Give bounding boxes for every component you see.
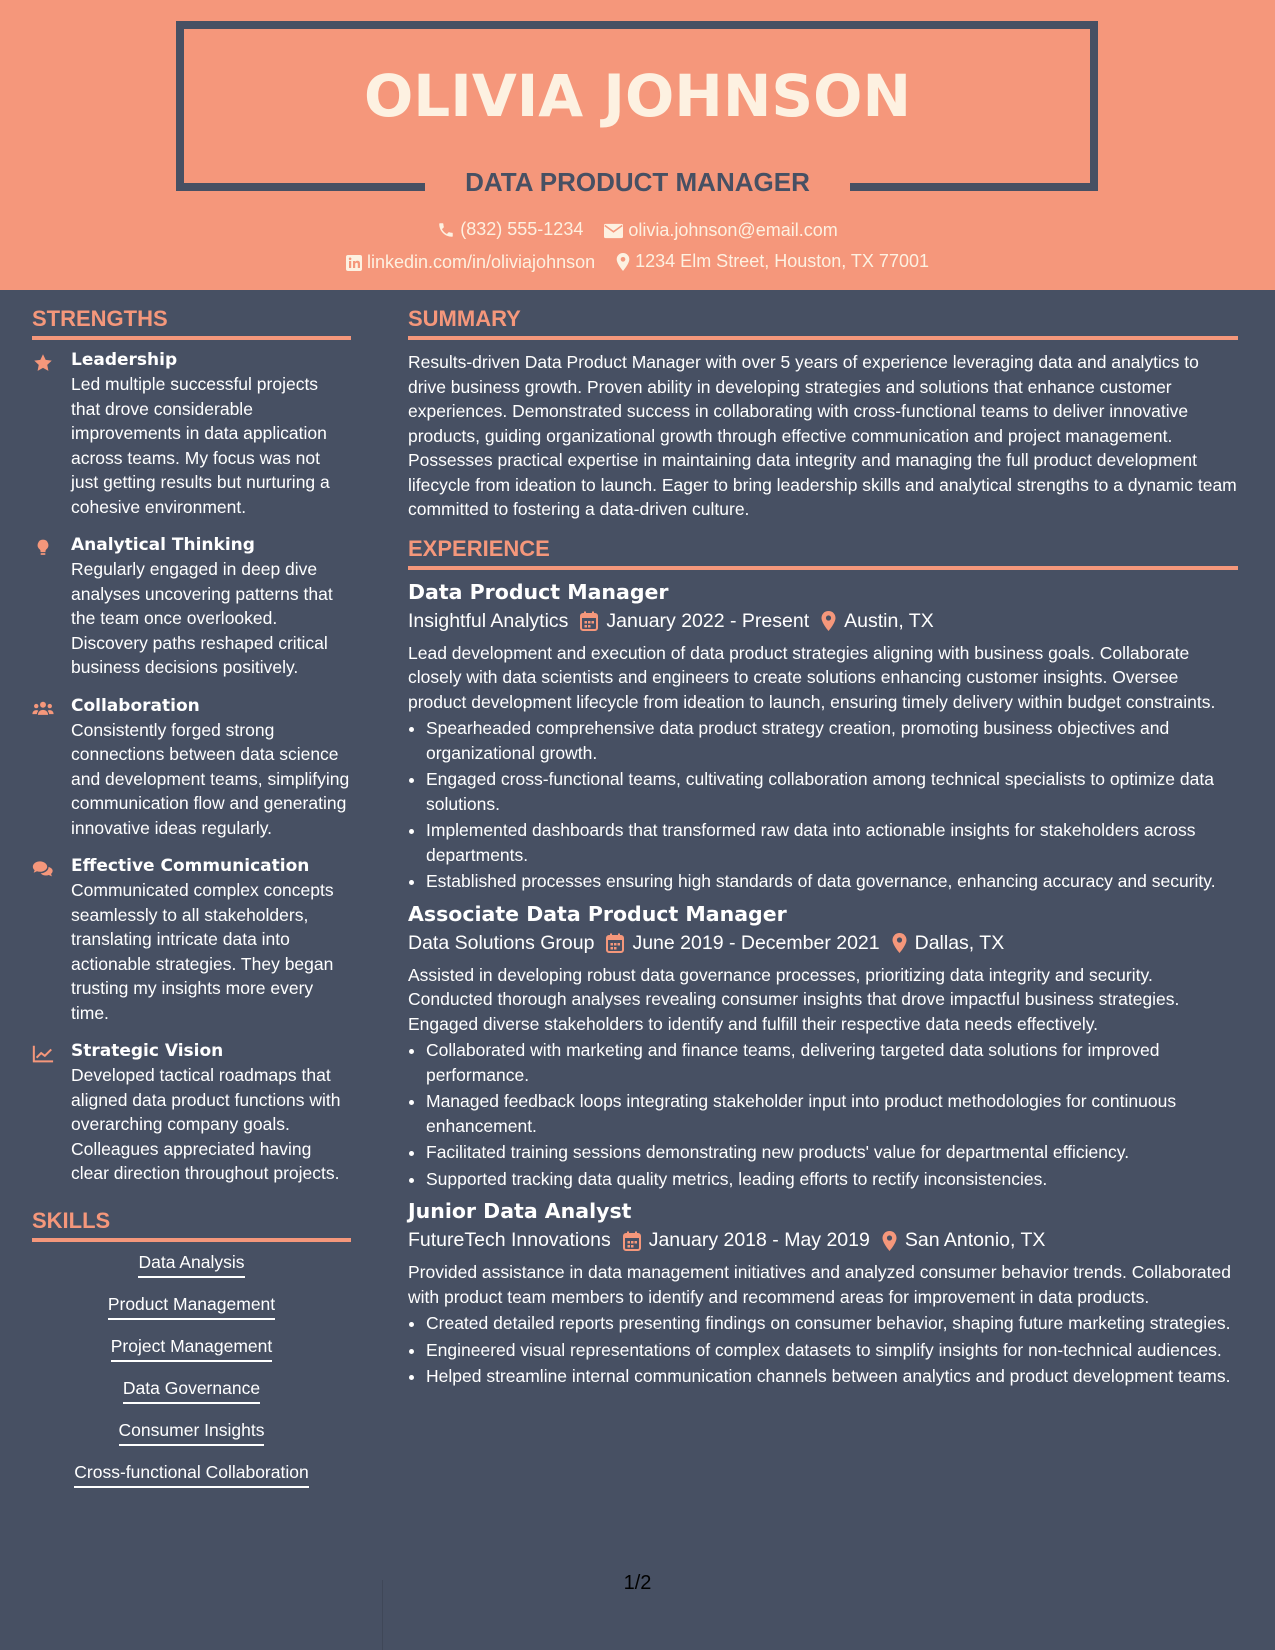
contact-row-1 xyxy=(0,219,1275,244)
address-item xyxy=(616,251,929,272)
skill-tag: Data Analysis xyxy=(138,1252,244,1278)
strength-title: Strategic Vision xyxy=(71,1041,224,1061)
job-location: Dallas, TX xyxy=(914,931,1005,954)
job-meta xyxy=(408,610,1238,633)
linkedin-text[interactable]: linkedin.com/in/oliviajohnson xyxy=(366,252,596,272)
job-role: Data Product Manager xyxy=(408,579,669,604)
skills-list xyxy=(32,1252,351,1504)
job-bullet: • Collaborated with marketing and finance teams, delivering targeted data solutions for improved performance. xyxy=(426,1038,1238,1087)
job-bullet: • Engaged cross-functional teams, cultivating collaboration among technical specialists to optimize data solutions. xyxy=(426,767,1238,816)
job-bullets xyxy=(408,1038,1238,1191)
job-company: Insightful Analytics xyxy=(408,609,569,632)
job-role: Junior Data Analyst xyxy=(408,1199,632,1223)
phone-item xyxy=(437,219,583,240)
map-marker-icon xyxy=(616,253,630,271)
summary-text: Results-driven Data Product Manager with over 5 years of experience leveraging data and analytics to drive business growth. Proven ability in developing strategies and solutions that enhance customer experiences. Demonstrated success in collaborating with cross-functional teams to deliver innovative products, guiding organizational growth through effective communication and project management. Possesses practical expertise in maintaining data integrity and managing the full product development lifecycle from ideation to launch. Eager to bring leadership skills and analytical strengths to a dynamic team committed to fostering a data-driven culture. xyxy=(408,352,1237,519)
job-role: Associate Data Product Manager xyxy=(408,901,787,926)
linkedin-item[interactable] xyxy=(346,252,595,273)
job-company: FutureTech Innovations xyxy=(408,1229,611,1251)
map-marker-icon xyxy=(892,933,907,953)
comments-icon xyxy=(32,859,54,879)
strength-desc: Communicated complex concepts seamlessly to all stakeholders, translating intricate data into actionable strategies. They began trusting my insights more every time. xyxy=(71,880,334,1023)
strength-title: Analytical Thinking xyxy=(71,535,255,555)
contact-row-2 xyxy=(0,251,1275,276)
job-bullet: • Implemented dashboards that transformed raw data into actionable insights for stakeholders across departments. xyxy=(426,818,1238,867)
skills-heading: SKILLS xyxy=(32,1208,351,1242)
job-dates: January 2018 - May 2019 xyxy=(648,1229,870,1251)
email-item[interactable] xyxy=(604,220,837,241)
job-description: Provided assistance in data management initiatives and analyzed consumer behavior trends. Collaborated with product team members to identify and recommend areas for improvement in data products. xyxy=(408,1262,1231,1307)
users-icon xyxy=(32,699,54,719)
candidate-name: OLIVIA JOHNSON xyxy=(364,62,911,130)
job-bullet: • Created detailed reports presenting findings on consumer behavior, shaping future marketing strategies. xyxy=(426,1311,1238,1336)
address-text: 1234 Elm Street, Houston, TX 77001 xyxy=(635,251,929,271)
job-bullet: • Facilitated training sessions demonstrating new products' value for departmental efficiency. xyxy=(426,1140,1238,1165)
strength-title: Effective Communication xyxy=(71,856,310,876)
phone-icon xyxy=(437,221,455,239)
strength-desc: Regularly engaged in deep dive analyses uncovering patterns that the team once overlooked. Discovery paths reshaped critical business decisions positively. xyxy=(71,559,333,677)
job-entry xyxy=(408,580,1238,894)
job-bullet: • Helped streamline internal communication channels between analytics and product development teams. xyxy=(426,1364,1238,1389)
job-bullet: • Established processes ensuring high standards of data governance, enhancing accuracy and security. xyxy=(426,869,1238,894)
strength-item xyxy=(32,350,351,519)
right-column xyxy=(408,306,1238,1397)
linkedin-icon xyxy=(346,255,362,271)
map-marker-icon xyxy=(882,1231,897,1251)
job-entry xyxy=(408,902,1238,1192)
star-icon xyxy=(32,353,54,373)
job-dates: January 2022 - Present xyxy=(606,609,810,632)
job-bullet: • Managed feedback loops integrating stakeholder input into product methodologies for continuous enhancement. xyxy=(426,1089,1238,1138)
skill-tag: Product Management xyxy=(108,1294,275,1320)
job-entry xyxy=(408,1199,1238,1389)
header xyxy=(0,0,1275,290)
left-column xyxy=(32,306,351,1504)
skill-tag: Data Governance xyxy=(123,1378,260,1404)
experience-heading: EXPERIENCE xyxy=(408,536,1238,570)
strength-title: Leadership xyxy=(71,350,178,370)
skill-tag: Consumer Insights xyxy=(119,1420,265,1446)
job-description: Assisted in developing robust data governance processes, prioritizing data integrity and security. Conducted thorough analyses revealing consumer insights that drove impactful business strategies. Engaged diverse stakeholders to identify and fulfill their respective data needs effectively. xyxy=(408,964,1180,1034)
strength-desc: Developed tactical roadmaps that aligned data product functions with overarching company goals. Colleagues appreciated having clear direction throughout projects. xyxy=(71,1065,341,1183)
calendar-icon xyxy=(606,933,624,953)
page-number: 1/2 xyxy=(623,1572,652,1594)
phone-text: (832) 555-1234 xyxy=(460,219,584,239)
calendar-icon xyxy=(580,611,598,631)
job-description: Lead development and execution of data product strategies aligning with business goals. Collaborate closely with data scientists and engineers to create solutions enhancing customer insights. Oversee product development lifecycle from ideation to launch, ensuring timely delivery within budget constraints. xyxy=(408,642,1216,712)
job-meta xyxy=(408,932,1238,955)
strength-item xyxy=(32,856,351,1025)
chart-line-icon xyxy=(32,1044,54,1064)
strengths-heading: STRENGTHS xyxy=(32,306,351,340)
strength-desc: Consistently forged strong connections between data science and development teams, simplifying communication flow and generating innovative ideas regularly. xyxy=(71,719,350,838)
job-location: Austin, TX xyxy=(844,609,934,632)
job-bullet: • Supported tracking data quality metrics, leading efforts to rectify inconsistencies. xyxy=(426,1167,1238,1192)
job-location: San Antonio, TX xyxy=(904,1229,1046,1251)
job-bullets xyxy=(408,716,1238,894)
email-text[interactable]: olivia.johnson@email.com xyxy=(628,220,838,240)
job-dates: June 2019 - December 2021 xyxy=(632,931,880,954)
strength-item xyxy=(32,535,351,680)
job-bullet: • Engineered visual representations of complex datasets to simplify insights for non-technical audiences. xyxy=(426,1338,1238,1363)
job-title: DATA PRODUCT MANAGER xyxy=(465,167,810,197)
job-bullet: • Spearheaded comprehensive data product strategy creation, promoting business objectives and organizational growth. xyxy=(426,716,1238,765)
strength-desc: Led multiple successful projects that drove considerable improvements in data application across teams. My focus was not just getting results but nurturing a cohesive environment. xyxy=(71,374,330,517)
job-company: Data Solutions Group xyxy=(408,931,595,954)
envelope-icon xyxy=(604,223,623,239)
job-bullets xyxy=(408,1311,1238,1389)
strength-item xyxy=(32,1041,351,1186)
summary-heading: SUMMARY xyxy=(408,306,1238,340)
strength-title: Collaboration xyxy=(71,695,200,716)
lightbulb-icon xyxy=(32,538,54,558)
map-marker-icon xyxy=(821,611,836,631)
skill-tag: Project Management xyxy=(111,1336,272,1362)
calendar-icon xyxy=(623,1231,641,1251)
strength-item xyxy=(32,696,351,841)
skill-tag: Cross-functional Collaboration xyxy=(74,1462,308,1488)
job-meta xyxy=(408,1229,1238,1252)
